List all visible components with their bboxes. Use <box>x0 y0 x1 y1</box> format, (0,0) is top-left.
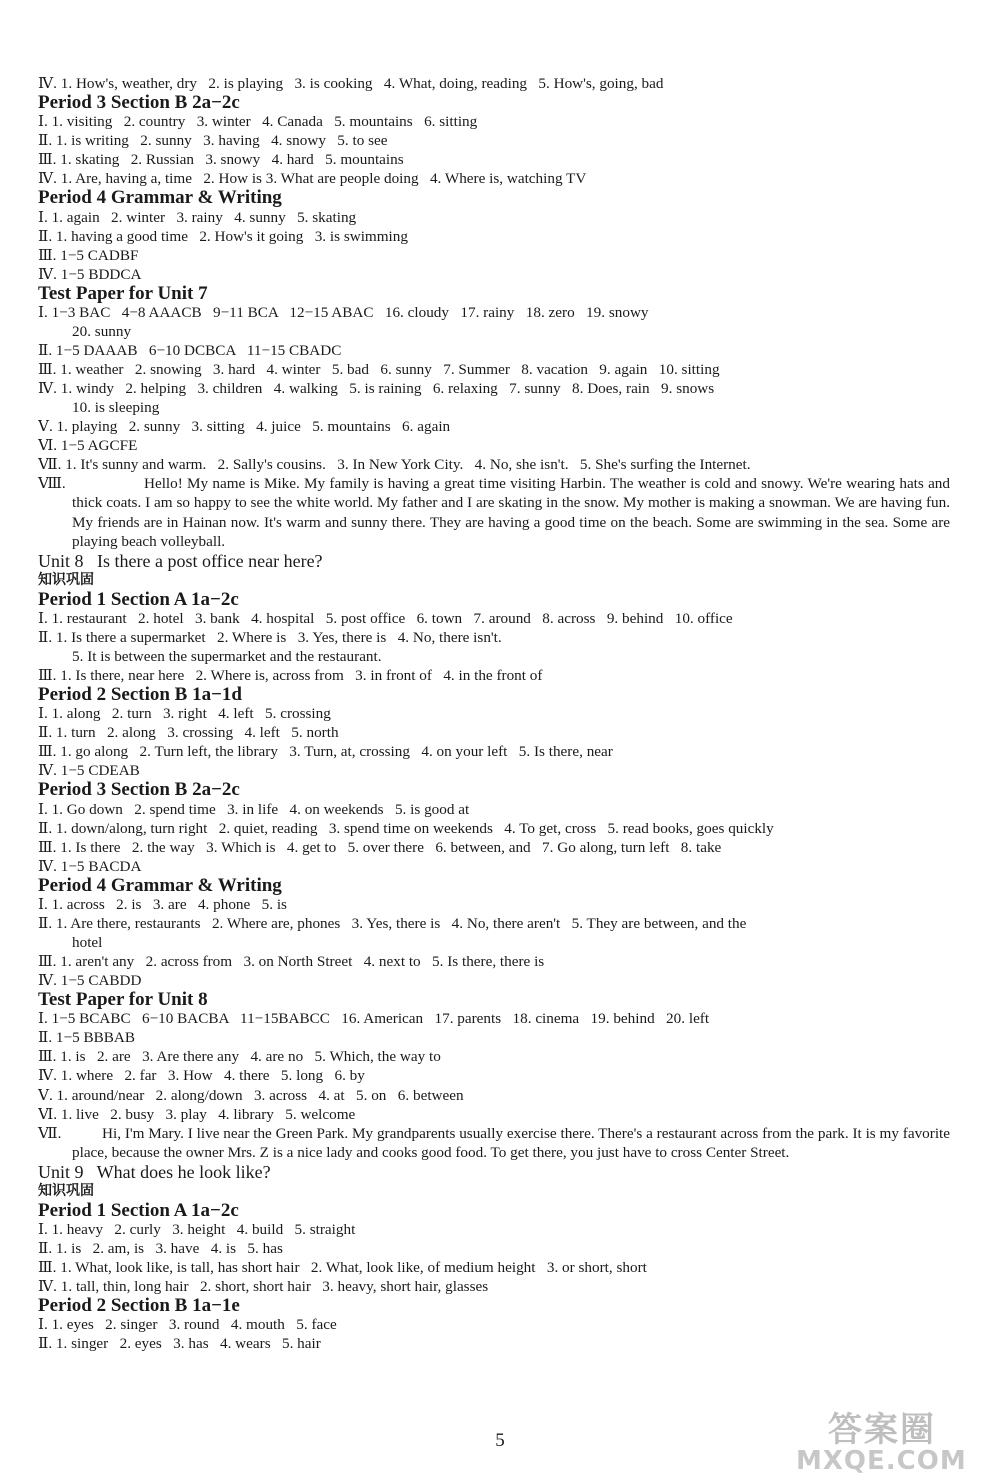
section-heading: Period 1 Section A 1a−2c <box>38 1199 239 1221</box>
unit-heading: Unit 9 What does he look like? <box>38 1161 271 1182</box>
section-heading: Period 3 Section B 2a−2c <box>38 92 240 114</box>
answer-line: Ⅳ. 1−5 CABDD <box>38 972 142 990</box>
answer-line: Ⅱ. 1. down/along, turn right 2. quiet, reading 3. spend time on weekends 4. To get, cross 5. read books, goes quickly <box>38 819 774 837</box>
page-number: 5 <box>495 1430 505 1451</box>
answer-line: Ⅰ. 1−3 BAC 4−8 AAACB 9−11 BCA 12−15 ABAC 16. cloudy 17. rainy 18. zero 19. snowy <box>38 303 649 321</box>
answer-line: Ⅳ. 1−5 CDEAB <box>38 762 140 780</box>
answer-line: Ⅳ. 1−5 BDDCA <box>38 265 142 283</box>
essay-paragraph <box>38 1124 950 1162</box>
essay-text: Hi, I'm Mary. I live near the Green Park. My grandparents usually exercise there. There's a restaurant across from the park. It is my favorite place, because the owner Mrs. Z is a nice lady and cooks good food. To get there, you just have to cross Center Street. <box>72 1124 950 1161</box>
answer-line: Ⅲ. 1. skating 2. Russian 3. snowy 4. hard 5. mountains <box>38 151 404 169</box>
answer-line: Ⅲ. 1. aren't any 2. across from 3. on North Street 4. next to 5. Is there, there is <box>38 953 545 971</box>
answer-line: Ⅵ. 1. live 2. busy 3. play 4. library 5. welcome <box>38 1105 356 1123</box>
answer-line: Ⅳ. 1. Are, having a, time 2. How is 3. What are people doing 4. Where is, watching TV <box>38 170 587 188</box>
answer-line: Ⅶ. 1. It's sunny and warm. 2. Sally's cousins. 3. In New York City. 4. No, she isn't. 5. She's surfing the Internet. <box>38 456 751 474</box>
watermark-url: MXQE.COM <box>796 1446 967 1476</box>
answer-line: Ⅲ. 1. weather 2. snowing 3. hard 4. winter 5. bad 6. sunny 7. Summer 8. vacation 9. again 10. sitting <box>38 361 720 379</box>
watermark-logo <box>792 1402 992 1478</box>
answer-line: Ⅳ. 1−5 BACDA <box>38 857 142 875</box>
answer-line: Ⅲ. 1−5 CADBF <box>38 246 139 264</box>
answer-line: Ⅰ. 1. visiting 2. country 3. winter 4. Canada 5. mountains 6. sitting <box>38 113 478 131</box>
answer-line: Ⅰ. 1−5 BCABC 6−10 BACBA 11−15BABCC 16. American 17. parents 18. cinema 19. behind 20. left <box>38 1010 710 1028</box>
answer-line: Ⅰ. 1. eyes 2. singer 3. round 4. mouth 5. face <box>38 1316 337 1334</box>
answer-line: 10. is sleeping <box>72 399 160 417</box>
answer-line: Ⅲ. 1. Is there 2. the way 3. Which is 4. get to 5. over there 6. between, and 7. Go along, turn left 8. take <box>38 838 722 856</box>
essay-text: Hello! My name is Mike. My family is having a great time visiting Harbin. The weather is cold and snowy. We're wearing hats and thick coats. I am so happy to see the white world. My father and I are skating in the snow. My mother is making a snowman. We are having fun. My friends are in Hainan now. It's warm and sunny there. They are having a good time on the beach. Some are swimming in the sea. Some are playing beach volleyball. <box>72 475 950 550</box>
answer-line: Ⅰ. 1. Go down 2. spend time 3. in life 4. on weekends 5. is good at <box>38 800 470 818</box>
answer-line: Ⅰ. 1. along 2. turn 3. right 4. left 5. crossing <box>38 705 331 723</box>
answer-line: Ⅱ. 1. is writing 2. sunny 3. having 4. snowy 5. to see <box>38 132 388 150</box>
answer-line: Ⅱ. 1. turn 2. along 3. crossing 4. left 5. north <box>38 724 339 742</box>
essay-paragraph <box>38 474 950 550</box>
section-heading: Period 3 Section B 2a−2c <box>38 779 240 801</box>
answer-line: hotel <box>72 934 103 951</box>
answer-line: Ⅰ. 1. again 2. winter 3. rainy 4. sunny 5. skating <box>38 208 357 226</box>
section-heading: Period 2 Section B 1a−1d <box>38 683 242 705</box>
answer-line: Ⅲ. 1. What, look like, is tall, has short hair 2. What, look like, of medium height 3. or short, short <box>38 1258 647 1276</box>
subsection-label: 知识巩固 <box>38 571 94 588</box>
answer-line: Ⅱ. 1. singer 2. eyes 3. has 4. wears 5. hair <box>38 1335 321 1353</box>
section-heading: Period 2 Section B 1a−1e <box>38 1295 240 1317</box>
answer-line: Ⅴ. 1. playing 2. sunny 3. sitting 4. juice 5. mountains 6. again <box>38 418 451 436</box>
answer-line: Ⅱ. 1. Are there, restaurants 2. Where are, phones 3. Yes, there is 4. No, there aren't 5. They are between, and the <box>38 914 747 932</box>
section-label: Ⅶ. <box>38 1124 62 1142</box>
answer-line: Ⅲ. 1. is 2. are 3. Are there any 4. are no 5. Which, the way to <box>38 1048 441 1066</box>
subsection-label: 知识巩固 <box>38 1182 94 1199</box>
section-heading: Test Paper for Unit 7 <box>38 282 208 304</box>
answer-line: Ⅱ. 1−5 BBBAB <box>38 1029 135 1047</box>
answer-line: 5. It is between the supermarket and the restaurant. <box>72 647 382 665</box>
answer-line: Ⅰ. 1. heavy 2. curly 3. height 4. build 5. straight <box>38 1220 356 1238</box>
answer-line: Ⅱ. 1. Is there a supermarket 2. Where is 3. Yes, there is 4. No, there isn't. <box>38 628 502 646</box>
answer-key-page <box>38 74 950 1353</box>
section-label: Ⅷ. <box>38 475 66 493</box>
answer-line: Ⅱ. 1−5 DAAAB 6−10 DCBCA 11−15 CBADC <box>38 342 342 360</box>
section-heading: Period 4 Grammar & Writing <box>38 187 282 209</box>
answer-line: Ⅳ. 1. windy 2. helping 3. children 4. walking 5. is raining 6. relaxing 7. sunny 8. Does, rain 9. snows <box>38 380 715 398</box>
section-heading: Period 4 Grammar & Writing <box>38 874 282 896</box>
section-heading: Test Paper for Unit 8 <box>38 989 208 1011</box>
answer-line: Ⅳ. 1. where 2. far 3. How 4. there 5. long 6. by <box>38 1067 365 1085</box>
answer-line: Ⅰ. 1. restaurant 2. hotel 3. bank 4. hospital 5. post office 6. town 7. around 8. across 9. behind 10. office <box>38 609 733 627</box>
answer-line: Ⅱ. 1. is 2. am, is 3. have 4. is 5. has <box>38 1239 283 1257</box>
answer-line: 20. sunny <box>72 323 132 341</box>
unit-heading: Unit 8 Is there a post office near here? <box>38 550 323 571</box>
answer-line: Ⅱ. 1. having a good time 2. How's it going 3. is swimming <box>38 227 408 245</box>
answer-line: Ⅳ. 1. tall, thin, long hair 2. short, short hair 3. heavy, short hair, glasses <box>38 1278 489 1296</box>
answer-line: Ⅲ. 1. go along 2. Turn left, the library 3. Turn, at, crossing 4. on your left 5. Is there, near <box>38 743 613 761</box>
answer-line: Ⅰ. 1. across 2. is 3. are 4. phone 5. is <box>38 895 287 913</box>
section-heading: Period 1 Section A 1a−2c <box>38 588 239 610</box>
watermark-cn: 答案圈 <box>828 1410 936 1450</box>
answer-line: Ⅲ. 1. Is there, near here 2. Where is, across from 3. in front of 4. in the front of <box>38 666 543 684</box>
answer-line: Ⅴ. 1. around/near 2. along/down 3. across 4. at 5. on 6. between <box>38 1086 464 1104</box>
answer-line: Ⅳ. 1. How's, weather, dry 2. is playing 3. is cooking 4. What, doing, reading 5. How's, going, bad <box>38 75 664 92</box>
answer-line: Ⅵ. 1−5 AGCFE <box>38 437 138 455</box>
